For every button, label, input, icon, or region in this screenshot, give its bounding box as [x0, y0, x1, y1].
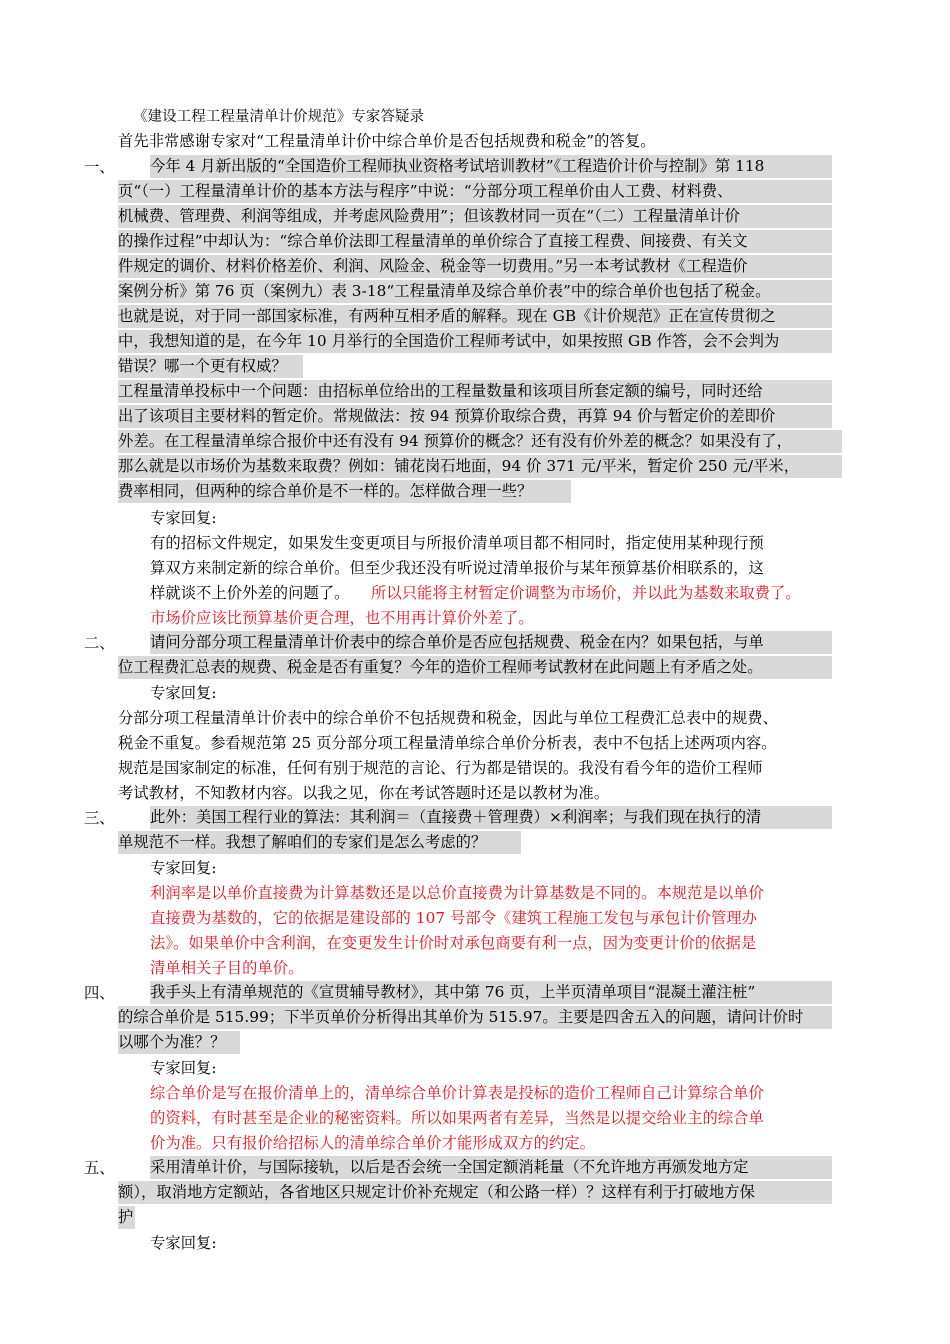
section-4-reply-label: 专家回复:: [150, 1059, 217, 1077]
section-1-question-line: 页“（一）工程量清单计价的基本方法与程序”中说：“分部分项工程单价由人工费、材料费、: [118, 180, 832, 203]
section-2-answer-line: 分部分项工程量清单计价表中的综合单价不包括规费和税金，因此与单位工程费汇总表中的规费、: [118, 709, 778, 727]
section-4-answer-line: 综合单价是写在报价清单上的，清单综合单价计算表是投标的造价工程师自己计算综合单价: [150, 1084, 764, 1102]
section-1-question-line: 案例分析》第 76 页（案例九）表 3-18“工程量清单及综合单价表”中的综合单价也包括了税金。: [118, 280, 832, 303]
section-3-answer-line: 清单相关子目的单价。: [150, 959, 304, 977]
section-1-question-line: 错误？哪一个更有权威？: [118, 355, 303, 378]
document-title: 《建设工程工程量清单计价规范》专家答疑录: [133, 109, 424, 125]
section-1-question-line: 工程量清单投标中一个问题：由招标单位给出的工程量数量和该项目所套定额的编号，同时还给: [118, 380, 832, 403]
section-2-answer-line: 规范是国家制定的标准，任何有别于规范的言论、行为都是错误的。我没有看今年的造价工程师: [118, 759, 763, 777]
section-1-answer-red-tail: 所以只能将主材暂定价调整为市场价，并以此为基数来取费了。: [371, 584, 801, 602]
section-4-question-line: 以哪个为准？？: [118, 1031, 240, 1054]
section-1-question-line: 中，我想知道的是，在今年 10 月举行的全国造价工程师考试中，如果按照 GB 作答，会不会判为: [118, 330, 832, 353]
section-3-answer-line: 法》。如果单价中含利润，在变更发生计价时对承包商要有利一点，因为变更计价的依据是: [150, 934, 757, 952]
intro-paragraph: 首先非常感谢专家对“工程量清单计价中综合单价是否包括规费和税金”的答复。: [118, 132, 656, 150]
section-4-question-line: 的综合单价是 515.99；下半页单价分析得出其单价为 515.97。主要是四舍五入的问题，请问计价时: [118, 1006, 832, 1029]
section-1-answer-red-line: 市场价应该比预算基价更合理，也不用再计算价外差了。: [150, 609, 534, 627]
section-1-reply-label: 专家回复:: [150, 509, 217, 527]
section-2-answer-line: 税金不重复。参看规范第 25 页分部分项工程量清单综合单价分析表，表中不包括上述两项内容。: [118, 734, 777, 752]
section-1-answer-line: 有的招标文件规定，如果发生变更项目与所报价清单项目都不相同时，指定使用某种现行预: [150, 534, 764, 552]
section-1-question-line: 费率相同，但两种的综合单价是不一样的。怎样做合理一些？: [118, 480, 571, 503]
section-2-reply-label: 专家回复:: [150, 684, 217, 702]
section-2-question-line: 请问分部分项工程量清单计价表中的综合单价是否应包括规费、税金在内？如果包括，与单: [150, 631, 832, 654]
section-5-question-line: 护: [118, 1206, 135, 1229]
section-5-question-line: 额），取消地方定额站，各省地区只规定计价补充规定（和公路一样）？这样有利于打破地方保: [118, 1181, 832, 1204]
section-3-reply-label: 专家回复:: [150, 859, 217, 877]
section-1-question-line: 那么就是以市场价为基数来取费？例如：铺花岗石地面，94 价 371 元/平米，暂定价 250 元/平米，: [118, 455, 842, 478]
section-1-question-line: 外差。在工程量清单综合报价中还有没有 94 预算价的概念？还有没有价外差的概念？如果没有了，: [118, 430, 842, 453]
section-4-number: 四、: [84, 984, 115, 1002]
section-1-number: 一、: [84, 158, 115, 176]
section-3-question-line: 此外：美国工程行业的算法：其利润＝（直接费＋管理费）×利润率；与我们现在执行的清: [150, 806, 832, 829]
section-4-answer-line: 的资料，有时甚至是企业的秘密资料。所以如果两者有差异，当然是以提交给业主的综合单: [150, 1109, 764, 1127]
section-3-number: 三、: [84, 809, 115, 827]
section-4-answer-line: 价为准。只有报价给招标人的清单综合单价才能形成双方的约定。: [150, 1134, 596, 1152]
section-2-answer-line: 考试教材，不知教材内容。以我之见，你在考试答题时还是以教材为准。: [118, 784, 610, 802]
section-1-question-line: 也就是说，对于同一部国家标准，有两种互相矛盾的解释。现在 GB《计价规范》正在宣传贯彻之: [118, 305, 832, 328]
section-1-question-line: 机械费、管理费、利润等组成，并考虑风险费用”；但该教材同一页在“（二）工程量清单计价: [118, 205, 832, 228]
section-2-number: 二、: [84, 634, 115, 652]
section-3-answer-line: 直接费为基数的，它的依据是建设部的 107 号部令《建筑工程施工发包与承包计价管理办: [150, 909, 758, 927]
section-2-question-line: 位工程费汇总表的规费、税金是否有重复？今年的造价工程师考试教材在此问题上有矛盾之处。: [118, 656, 832, 679]
section-3-question-line: 单规范不一样。我想了解咱们的专家们是怎么考虑的？: [118, 831, 521, 854]
section-4-question-line: 我手头上有清单规范的《宣贯辅导教材》，其中第 76 页，上半页清单项目“混凝土灌注桩”: [150, 981, 832, 1004]
section-1-question-line: 出了该项目主要材料的暂定价。常规做法：按 94 预算价取综合费，再算 94 价与暂定价的差即价: [118, 405, 832, 428]
section-5-question-line: 采用清单计价，与国际接轨，以后是否会统一全国定额消耗量（不允许地方再颁发地方定: [150, 1156, 832, 1179]
section-1-answer-line: 样就谈不上价外差的问题了。: [150, 584, 350, 602]
section-5-reply-label: 专家回复:: [150, 1234, 217, 1252]
section-1-question-line: 今年 4 月新出版的“全国造价工程师执业资格考试培训教材”《工程造价计价与控制》第 118: [150, 155, 832, 178]
section-1-answer-line: 算双方来制定新的综合单价。但至少我还没有听说过清单报价与某年预算基价相联系的，这: [150, 559, 764, 577]
section-5-number: 五、: [84, 1159, 115, 1177]
section-1-question-line: 的操作过程”中却认为：“综合单价法即工程量清单的单价综合了直接工程费、间接费、有关文: [118, 230, 832, 253]
section-3-answer-line: 利润率是以单价直接费为计算基数还是以总价直接费为计算基数是不同的。本规范是以单价: [150, 884, 764, 902]
section-1-question-line: 件规定的调价、材料价格差价、利润、风险金、税金等一切费用。”另一本考试教材《工程造价: [118, 255, 832, 278]
